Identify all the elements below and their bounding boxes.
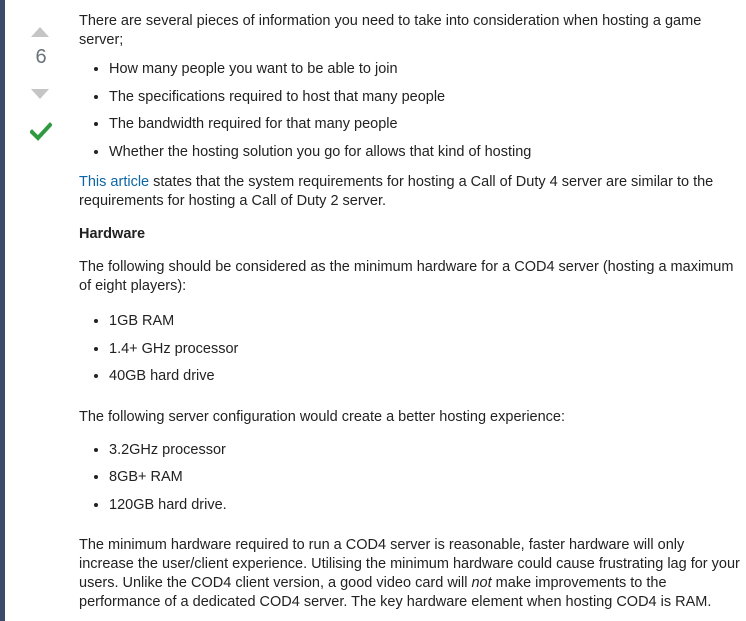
list-item: • The bandwidth required for that many people [109,114,743,142]
list-item: • 40GB hard drive [109,366,743,394]
answer-body [79,12,743,612]
article-paragraph [79,173,743,211]
list-item: • Whether the hosting solution you go for allows that kind of hosting [109,142,743,170]
better-intro: The following server configuration would create a better hosting experience: [79,408,566,425]
list-item: • 1GB RAM [109,311,743,339]
list-item: • 8GB+ RAM [109,467,743,495]
list-item: • 3.2GHz processor [109,440,743,468]
conclusion-text: The minimum hardware required to run a COD4 server is reasonable, faster hardware will only increase the user/client experience. Utilising the minimum hardware could cause frustrating lag for your users. Unlike the COD4 client version, a good video card will [79,537,740,591]
vote-count: 6 [35,46,47,68]
arrow-down-icon[interactable] [31,89,49,99]
conclusion-paragraph [79,536,743,612]
list-item: • How many people you want to be able to join [109,59,743,87]
minimum-specs-list [79,311,743,394]
hardware-heading: Hardware [79,226,146,242]
list-item: • The specifications required to host that many people [109,87,743,115]
minimum-intro: The following should be considered as the minimum hardware for a COD4 server (hosting a maximum of eight players): [79,259,734,294]
article-link[interactable]: This article [79,174,150,190]
conclusion-text-end: make improvements to the performance of a dedicated COD4 server. The key hardware element when hosting COD4 is RAM. [79,575,712,610]
conclusion-emphasis: not [471,575,492,591]
arrow-up-icon[interactable] [31,27,49,37]
list-item: • 1.4+ GHz processor [109,339,743,367]
better-specs-list [79,440,743,523]
list-item: • 120GB hard drive. [109,495,743,523]
considerations-list [79,59,743,169]
article-text: states that the system requirements for hosting a Call of Duty 4 server are similar to the requirements for hosting a Call of Duty 2 server. [79,174,714,209]
intro-paragraph: There are several pieces of information you need to take into consideration when hosting a game server; [79,13,702,48]
check-icon [30,121,52,143]
left-accent-bar [0,0,5,621]
